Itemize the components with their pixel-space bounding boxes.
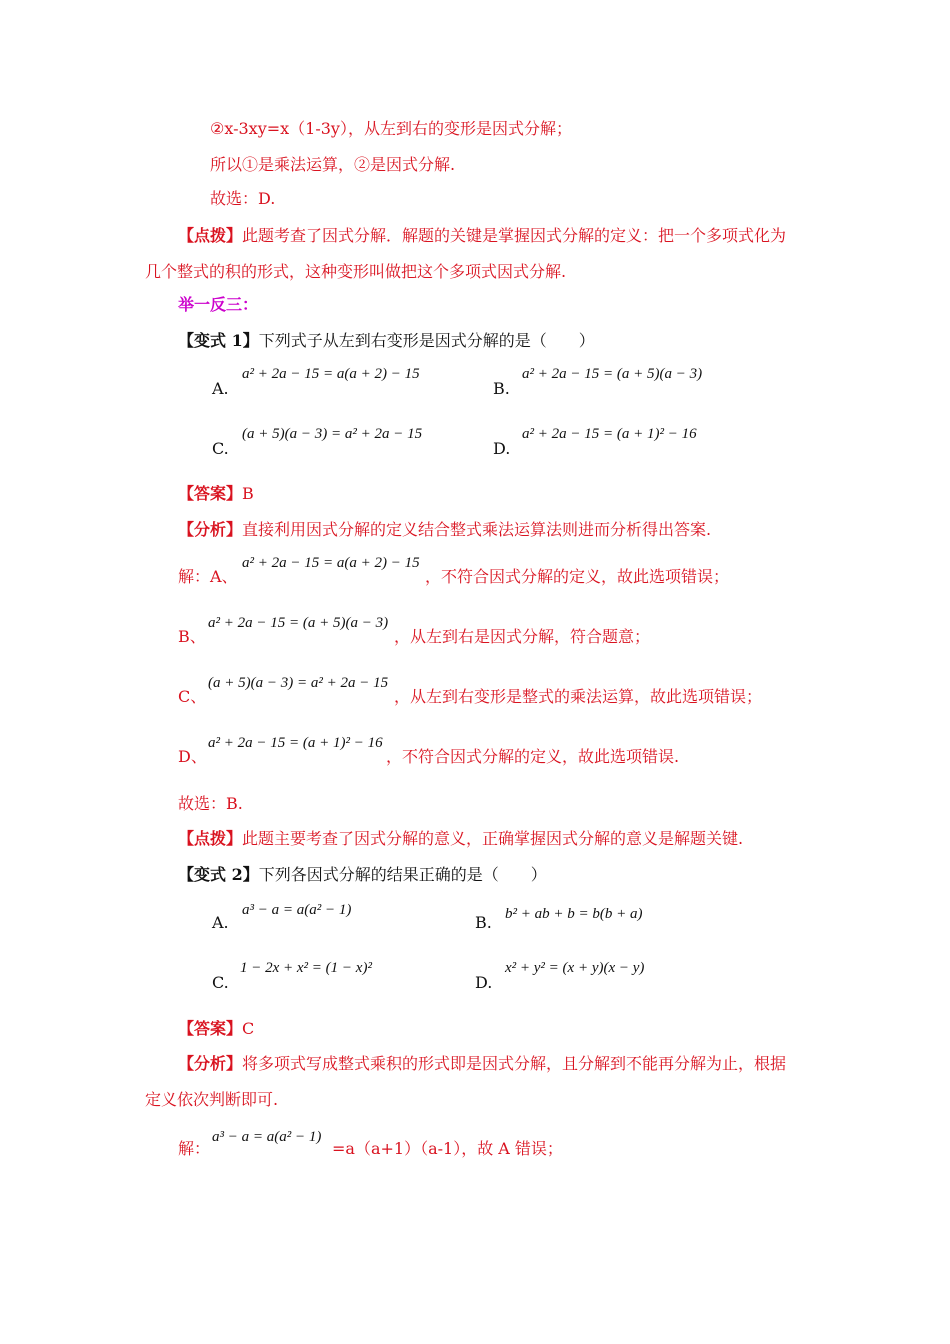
analysis-2: [145, 1046, 800, 1118]
answer-value: B: [242, 484, 254, 503]
solution-d-text: ，不符合因式分解的定义，故此选项错误.: [386, 747, 680, 766]
solution-b-text: ，从左到右是因式分解，符合题意；: [394, 627, 651, 646]
v1-option-c-label: C.: [212, 439, 229, 458]
answer-2-value: C: [242, 1019, 255, 1038]
v1-option-d-math: a² + 2a − 15 = (a + 1)² − 16: [522, 426, 697, 442]
solution-b-prefix: B、: [178, 627, 206, 646]
solution-2a-math: a³ − a = a(a² − 1): [212, 1129, 322, 1145]
solution-a-text: ，不符合因式分解的定义，故此选项错误；: [425, 567, 730, 586]
solution-2a-text: =a（a+1）（a-1），故 A 错误；: [332, 1139, 563, 1158]
v2-option-d-label: D.: [475, 973, 493, 992]
solution-2a-prefix: 解：: [178, 1139, 211, 1158]
solution-line-2: ②x-3xy=x（1-3y），从左到右的变形是因式分解；: [210, 119, 572, 138]
v1-option-c-math: (a + 5)(a − 3) = a² + 2a − 15: [242, 426, 423, 442]
answer-tag: 【答案】: [178, 484, 243, 503]
solution-d-prefix: D、: [178, 747, 207, 766]
analysis-2-tag: 【分析】: [178, 1054, 243, 1073]
v1-option-b-math: a² + 2a − 15 = (a + 5)(a − 3): [522, 366, 703, 382]
variant-2-tag: 【变式 2】: [178, 865, 259, 884]
analysis-1: [178, 519, 711, 541]
tip-tag: 【点拨】: [178, 226, 243, 245]
v1-option-b-label: B.: [493, 379, 510, 398]
analysis-tag: 【分析】: [178, 520, 243, 539]
solution-c-text: ，从左到右变形是整式的乘法运算，故此选项错误；: [394, 687, 763, 706]
variant-2-question: [178, 864, 547, 886]
solution-c-prefix: C、: [178, 687, 207, 706]
answer-2-tag: 【答案】: [178, 1019, 243, 1038]
v1-option-a-label: A.: [212, 379, 229, 398]
v2-option-c-label: C.: [212, 973, 229, 992]
variant-1-tag: 【变式 1】: [178, 331, 259, 350]
conclusion-line: 所以①是乘法运算，②是因式分解.: [210, 155, 456, 174]
variant-1-text: 下列式子从左到右变形是因式分解的是（ ）: [258, 331, 595, 350]
answer-2: [178, 1018, 254, 1040]
v2-option-d-math: x² + y² = (x + y)(x − y): [505, 960, 645, 976]
variant-1-question: [178, 330, 595, 352]
answer-1: [178, 483, 254, 505]
v1-option-d-label: D.: [493, 439, 511, 458]
section-heading: 举一反三：: [178, 295, 259, 314]
tip-2-text: 此题主要考查了因式分解的意义，正确掌握因式分解的意义是解题关键.: [242, 829, 744, 848]
solution-c-math: (a + 5)(a − 3) = a² + 2a − 15: [208, 675, 389, 691]
choice-line: 故选：D.: [210, 189, 276, 208]
solution-b-math: a² + 2a − 15 = (a + 5)(a − 3): [208, 615, 389, 631]
tip-text: 此题考查了因式分解．解题的关键是掌握因式分解的定义：把一个多项式化为几个整式的积的形式，这种变形叫做把这个多项式因式分解.: [145, 226, 787, 281]
variant-2-text: 下列各因式分解的结果正确的是（ ）: [258, 865, 547, 884]
v1-option-a-math: a² + 2a − 15 = a(a + 2) − 15: [242, 366, 420, 382]
analysis-2-text: 将多项式写成整式乘积的形式即是因式分解，且分解到不能再分解为止，根据定义依次判断即可.: [145, 1054, 787, 1109]
solution-a-prefix: 解：A、: [178, 567, 238, 586]
v2-option-c-math: 1 − 2x + x² = (1 − x)²: [240, 960, 372, 976]
v2-option-a-label: A.: [212, 913, 229, 932]
tip-paragraph-1: [145, 218, 800, 290]
v2-option-a-math: a³ − a = a(a² − 1): [242, 902, 352, 918]
tip-2-tag: 【点拨】: [178, 829, 243, 848]
selection-1: 故选：B.: [178, 794, 243, 813]
tip-2: [178, 828, 743, 850]
solution-d-math: a² + 2a − 15 = (a + 1)² − 16: [208, 735, 383, 751]
v2-option-b-label: B.: [475, 913, 492, 932]
v2-option-b-math: b² + ab + b = b(b + a): [505, 906, 643, 922]
analysis-text: 直接利用因式分解的定义结合整式乘法运算法则进而分析得出答案.: [242, 520, 712, 539]
solution-a-math: a² + 2a − 15 = a(a + 2) − 15: [242, 555, 420, 571]
